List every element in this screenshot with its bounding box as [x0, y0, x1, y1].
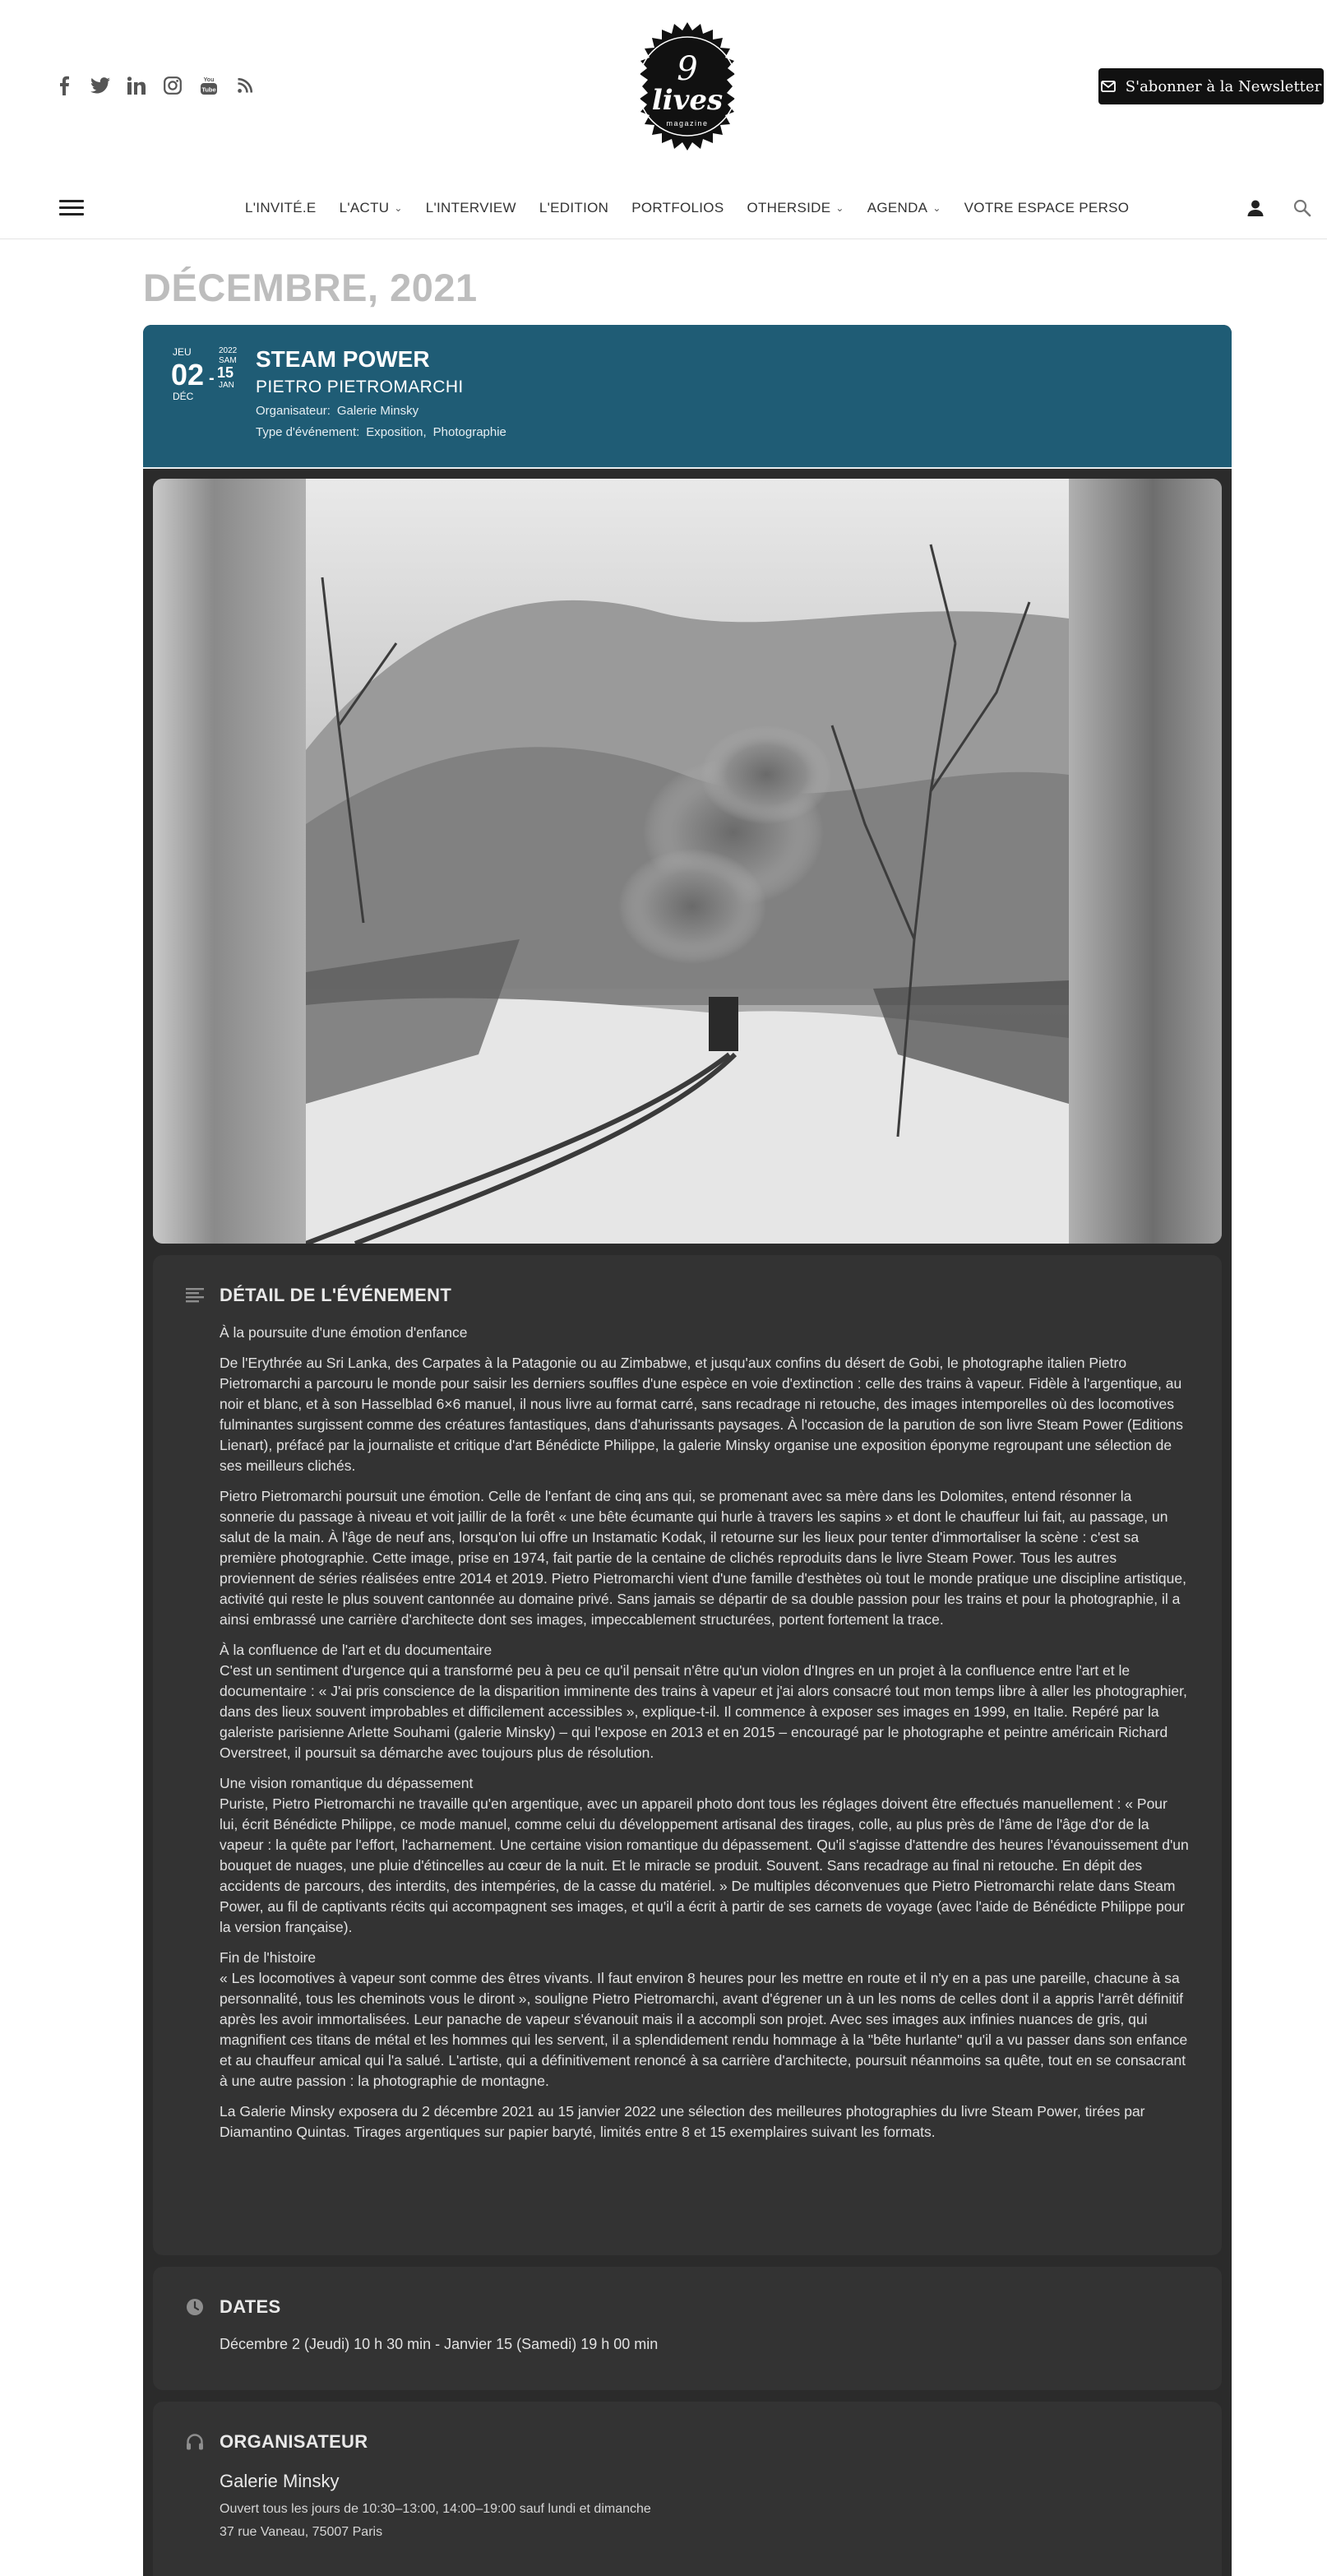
nav-item-label: L'ACTU	[339, 200, 390, 215]
image-blur-left	[153, 479, 306, 1244]
user-icon[interactable]	[1245, 197, 1266, 219]
facebook-icon[interactable]	[54, 76, 74, 95]
detail-paragraph: Pietro Pietromarchi poursuit une émotion. Celle de l'enfant de cinq ans qui, se promenant avec sa mère dans les Dolomites, entend résonner la sonnerie du passage à niveau et voit jaillir de la forêt « une bête écumante qui hurle à travers les sapins » et dont le chauffeur lui fait, au passage, un salut de la main. À l'âge de neuf ans, lorsqu'on lui offre un Instamatic Kodak, il retourne sur les lieux pour tenter d'immortaliser la scène : c'est sa première photographie. Cette image, prise en 1974, fait partie de la centaine de clichés reproduits dans le livre Steam Power. Tous les autres proviennent de séries réalisées entre 2014 et 2019. Pietro Pietromarchi vient d'une famille d'esthètes où tout le monde pratique une discipline artistique, activité qui reste le plus souvent cantonnée au domaine privé. Sans jamais se départir de sa double passion pour les trains et pour la photographie, il a ainsi embrassé une carrière d'architecte dont ses images, impeccablement structurées, portent fortement la trace.	[220, 1488, 1186, 1628]
detail-paragraph: À la confluence de l'art et du documentaire C'est un sentiment d'urgence qui a transformé peu à peu ce qu'il pensait n'être qu'un violon d'Ingres en un projet à la confluence entre l'art et le documentaire : « J'ai pris conscience de la disparition imminente des trains à vapeur et j'ai alors consacré tout mon temps libre à aller les photographier, dans des lieux souvent improbables et difficilement accessibles », explique-t-il. Il commence à exposer ses images en 1999, en Italie. Repéré par la galeriste parisienne Arlette Souhami (galerie Minsky) – qui l'expose en 2013 et en 2015 – encouragé par le photographe et peintre américain Richard Overstreet, il poursuit sa démarche avec toujours plus de résolution.	[220, 1642, 1187, 1761]
nav-item-label: L'INVITÉ.E	[245, 200, 317, 215]
rss-icon[interactable]	[235, 76, 255, 95]
main-nav	[0, 177, 1327, 239]
detail-paragraph: Fin de l'histoire « Les locomotives à vapeur sont comme des êtres vivants. Il faut environ 8 heures pour les mettre en route et il n'y en a pas une pareille, chacune à sa personnalité, tous les cheminots vous le diront », souligne Pietro Pietromarchi, avant d'égrener un à un les noms de celles dont il a appris l'arrêt définitif après les avoir immortalisées. Leur panache de vapeur s'évanouit mais il a accompli son projet. Avec ses images aux infinies nuances de gris, qui magnifient ces titans de métal et les hommes qui les servent, il a splendidement rendu hommage à la "bête hurlante" qu'il a vu passer dans son enfance et au chauffeur amical qui l'a salué. L'artiste, qui a définitivement renoncé à sa carrière d'architecte, poursuit néanmoins sa quête, tout en se consacrant à une autre passion : la photographie de montagne.	[220, 1949, 1188, 2089]
nav-item[interactable]	[747, 200, 844, 216]
start-weekday: JEU	[173, 346, 192, 358]
social-links	[54, 76, 255, 95]
event-dates-section	[153, 2267, 1222, 2390]
nav-item[interactable]	[631, 200, 724, 216]
event-detail-section	[153, 1255, 1222, 2255]
chevron-down-icon: ⌄	[932, 202, 941, 214]
logo-tagline: magazine	[666, 119, 709, 127]
detail-paragraph: De l'Erythrée au Sri Lanka, des Carpates à la Patagonie ou au Zimbabwe, et jusqu'aux confins du désert de Gobi, le photographe italien Pietro Pietromarchi a parcouru le monde pour saisir les derniers souffles d'une espèce en voie d'extinction : celle des trains à vapeur. Fidèle à l'argentique, au noir et blanc, et à son Hasselblad 6×6 manuel, il nous livre au format carré, sans recadrage ni retouche, des images intemporelles où des locomotives fulminantes surgissent comme des créatures fantastiques, dans d'ahurissants paysages. À l'occasion de la parution de son livre Steam Power (Editions Lienart), préfacé par la journaliste et critique d'art Bénédicte Philippe, la galerie Minsky organise une exposition éponyme regroupant une sélection de ses meilleurs clichés.	[220, 1355, 1184, 1474]
end-year: 2022	[219, 346, 238, 355]
nav-item-label: L'INTERVIEW	[425, 200, 516, 215]
event-type-photographie[interactable]: Photographie	[432, 425, 506, 439]
linkedin-icon[interactable]	[127, 76, 146, 95]
image-blur-right	[1069, 479, 1222, 1244]
nav-item[interactable]	[539, 200, 608, 216]
organizer-address: 37 rue Vaneau, 75007 Paris	[220, 2525, 383, 2539]
svg-text:Tube: Tube	[201, 86, 216, 94]
menu-bar	[245, 177, 1129, 239]
detail-body	[220, 1323, 1190, 2152]
logo-wordmark: lives	[651, 84, 724, 117]
event-type-exposition[interactable]: Exposition,	[366, 425, 427, 439]
organizer-title: ORGANISATEUR	[220, 2431, 368, 2452]
event-header[interactable]	[143, 325, 1232, 469]
chevron-down-icon: ⌄	[394, 202, 403, 214]
nav-item[interactable]	[964, 200, 1130, 216]
align-left-icon	[186, 1286, 204, 1304]
hamburger-menu-icon[interactable]	[59, 200, 84, 216]
start-day: 02	[171, 358, 205, 391]
dates-title: DATES	[220, 2296, 281, 2317]
nav-item[interactable]	[245, 200, 317, 216]
nav-item-label: OTHERSIDE	[747, 200, 831, 215]
detail-paragraph: La Galerie Minsky exposera du 2 décembre 2021 au 15 janvier 2022 une sélection des meilleures photographies du livre Steam Power, tirées par Diamantino Quintas. Tirages argentiques sur papier baryté, limités entre 8 et 15 exemplaires suivant les formats.	[220, 2103, 1145, 2140]
event-subtitle: PIETRO PIETROMARCHI	[256, 378, 464, 396]
nav-item[interactable]	[867, 200, 941, 216]
month-heading: DÉCEMBRE, 2021	[143, 266, 478, 309]
event-image-frame	[153, 479, 1222, 1244]
nav-item-label: L'EDITION	[539, 200, 609, 215]
end-month: JAN	[219, 381, 234, 390]
headphones-icon	[186, 2433, 204, 2451]
dates-value: Décembre 2 (Jeudi) 10 h 30 min - Janvier 15 (Samedi) 19 h 00 min	[220, 2336, 659, 2352]
svg-text:You: You	[203, 77, 215, 83]
detail-paragraph: Une vision romantique du dépassement Puriste, Pietro Pietromarchi ne travaille qu'en argentique, avec un appareil photo dont tous les réglages doivent être effectués manuellement : « Pour lui, écrit Bénédicte Philippe, ce mode manuel, comme celui du développement artisanal des tirages, colle, au plus près de l'âme de l'âge d'or de la vapeur : la quête par l'effort, l'acharnement. Une certaine vision romantique du dépassement. Qu'il s'agisse d'attendre des heures l'évanouissement d'un bouquet de nuages, une pluie d'étincelles au cœur de la nuit. Et le miracle se produit. Souvent. Sans recadrage au final ni retouche. En dépit des accidents de parcours, des interdits, des intempéries, de la casse du matériel. » De multiples déconvenues que Pietro Pietromarchi relate dans Steam Power, au fil de captivants récits qui accompagnent ses images, et qu'il a écrit à partir de ses carnets de voyage (avec l'aide de Bénédicte Philippe pour la version française).	[220, 1775, 1189, 1935]
twitter-icon[interactable]	[90, 76, 110, 95]
event-title: STEAM POWER	[256, 346, 430, 372]
site-logo[interactable]	[622, 21, 753, 152]
event-type-line	[256, 425, 513, 439]
instagram-icon[interactable]	[163, 76, 183, 95]
clock-icon	[186, 2298, 204, 2316]
event-type-label: Type d'événement:	[256, 425, 360, 439]
chevron-down-icon: ⌄	[835, 202, 844, 214]
logo-number: 9	[677, 50, 698, 88]
youtube-icon[interactable]	[199, 76, 219, 95]
organizer-name[interactable]: Galerie Minsky	[220, 2471, 340, 2491]
start-month: DÉC	[173, 391, 194, 402]
event-organizer-section	[153, 2402, 1222, 2576]
newsletter-label: S'abonner à la Newsletter	[1125, 77, 1322, 95]
end-day: 15	[217, 364, 234, 381]
organizer-hours: Ouvert tous les jours de 10:30–13:00, 14:00–19:00 sauf lundi et dimanche	[220, 2502, 651, 2516]
date-separator: -	[209, 369, 215, 387]
detail-paragraph: À la poursuite d'une émotion d'enfance	[220, 1324, 468, 1341]
search-icon[interactable]	[1292, 198, 1312, 218]
detail-title: DÉTAIL DE L'ÉVÉNEMENT	[220, 1285, 452, 1305]
end-weekday: SAM	[219, 356, 237, 365]
nav-item-label: VOTRE ESPACE PERSO	[964, 200, 1130, 215]
site-header	[0, 0, 1327, 177]
nav-item-label: PORTFOLIOS	[631, 200, 724, 215]
organizer-link[interactable]: Galerie Minsky	[336, 404, 419, 418]
newsletter-button[interactable]	[1098, 68, 1324, 104]
nav-item[interactable]	[426, 200, 516, 216]
event-organizer-line	[256, 404, 425, 418]
nav-item-label: AGENDA	[867, 200, 928, 215]
event-photo[interactable]	[306, 479, 1069, 1244]
event-card	[143, 325, 1232, 2576]
nav-item[interactable]	[340, 200, 403, 216]
envelope-icon	[1101, 81, 1116, 92]
organizer-label: Organisateur:	[256, 404, 331, 418]
